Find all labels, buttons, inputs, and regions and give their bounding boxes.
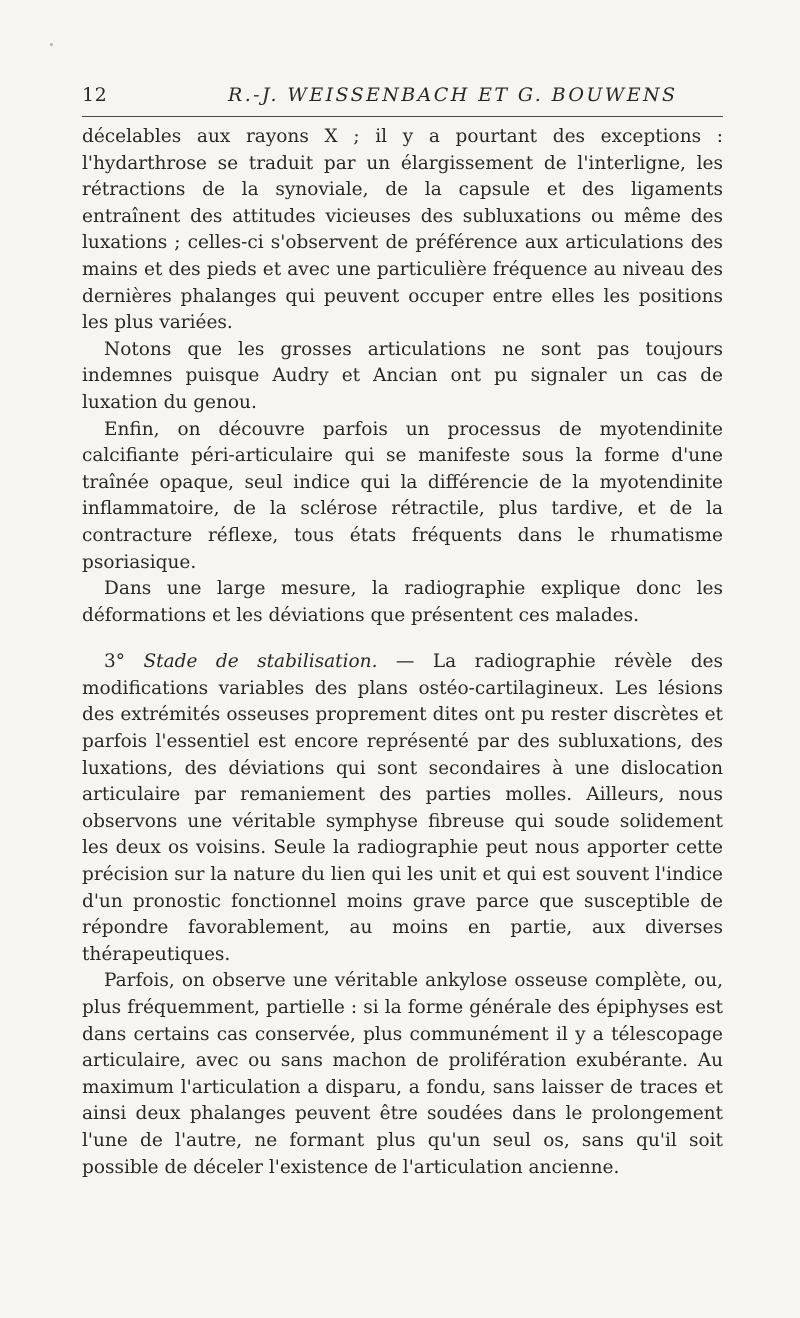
paper-speck [50,43,53,46]
paragraph: Notons que les grosses articulations ne sont pas toujours indemnes puisque Audry et Ancian ont pu signaler un cas de luxation du genou. [82,338,723,413]
section-text: — La radiographie révèle des modifications variables des plans ostéo-cartilagineux. Les lésions des extrémités osseuses proprement dites ont pu rester discrètes et parfois l'essentiel est encore représenté par des subluxations, des luxations, des déviations qui sont secondaires à une dislocation articulaire par remaniement des parties molles. Ailleurs, nous observons une véritable symphyse fibreuse qui soude solidement les deux os voisins. Seule la radiographie peut nous apporter cette précision sur la nature du lien qui les unit et qui est souvent l'indice d'un pronostic fonctionnel moins grave parce que susceptible de répondre favorablement, au moins en partie, aux diverses thérapeutiques. [82,651,723,965]
paragraph: Dans une large mesure, la radiographie explique donc les déformations et les déviations que présentent ces malades. [82,578,723,626]
running-head: R.-J. WEISSENBACH ET G. BOUWENS [228,84,678,106]
header-rule [82,116,723,117]
section-paragraph [82,649,723,968]
section-title: Stade de stabilisation. [143,651,378,673]
page-number: 12 [82,84,108,106]
page-header [82,84,723,110]
section-number: 3° [104,651,126,673]
paragraph-continuation: décelables aux rayons X ; il y a pourtant des exceptions : l'hydarthrose se traduit par un élargissement de l'interligne, les rétractions de la synoviale, de la capsule et des ligaments entraînent des attitudes vicieuses des subluxations ou même des luxations ; celles-ci s'observent de préférence aux articulations des mains et des pieds et avec une particulière fréquence au niveau des dernières phalanges qui peuvent occuper entre elles les positions les plus variées. [82,126,723,334]
body-text [82,124,723,1181]
paragraph: Parfois, on observe une véritable ankylose osseuse complète, ou, plus fréquemment, partielle : si la forme générale des épiphyses est dans certains cas conservée, plus communément il y a télescopage articulaire, avec ou sans machon de prolifération exubérante. Au maximum l'articulation a disparu, a fondu, sans laisser de traces et ainsi deux phalanges peuvent être soudées dans le prolongement l'une de l'autre, ne formant plus qu'un seul os, sans qu'il soit possible de déceler l'existence de l'articulation ancienne. [82,970,723,1178]
paragraph: Enfin, on découvre parfois un processus de myotendinite calcifiante péri-articulaire qui se manifeste sous la forme d'une traînée opaque, seul indice qui la différencie de la myotendinite inflammatoire, de la sclérose rétractile, plus tardive, et de la contracture réflexe, tous états fréquents dans le rhumatisme psoriasique. [82,418,723,573]
